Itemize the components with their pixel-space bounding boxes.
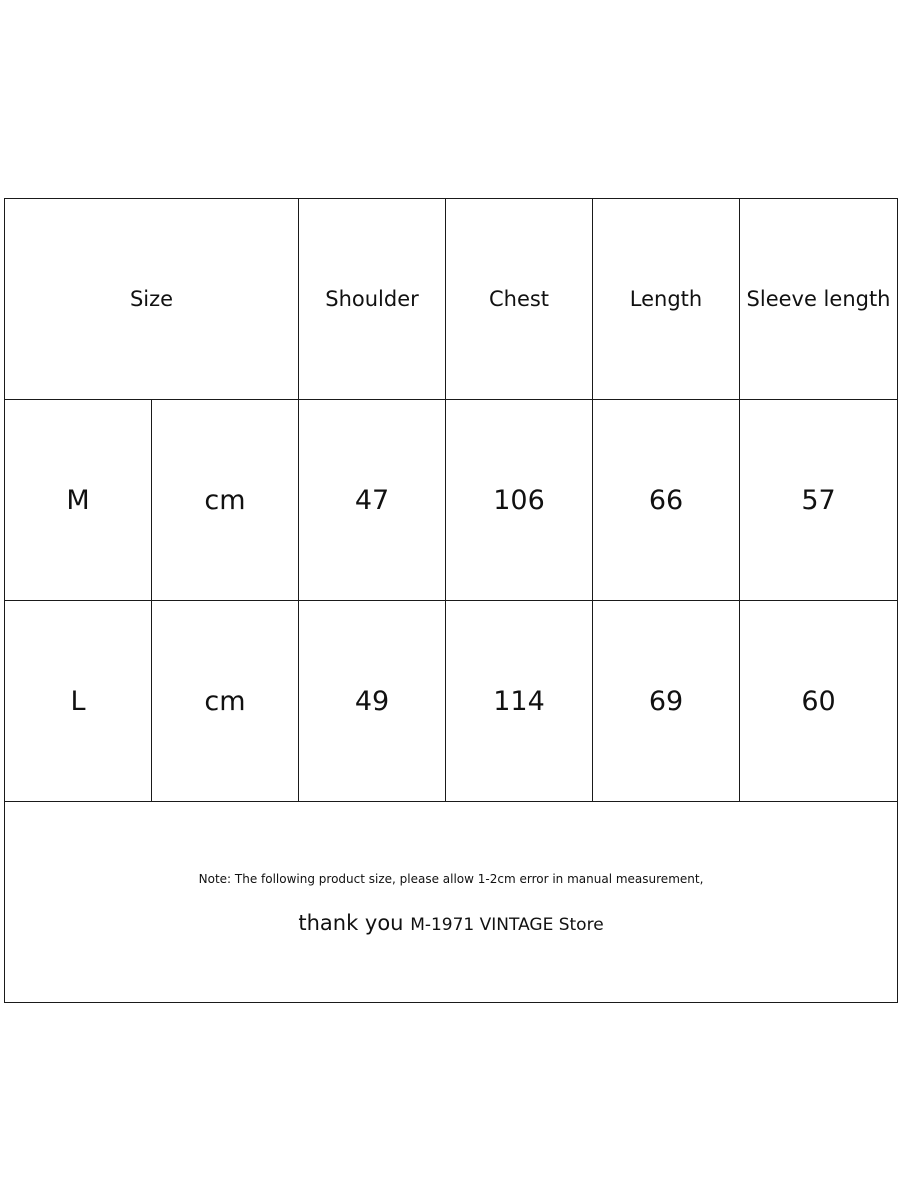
size-chart-table <box>4 198 898 1003</box>
note-line-1: Note: The following product size, please allow 1-2cm error in manual measurement, <box>198 872 704 886</box>
cell-size: L <box>5 601 152 802</box>
table-row <box>5 601 898 802</box>
header-size: Size <box>5 199 299 400</box>
cell-sleeve-length: 60 <box>740 601 898 802</box>
cell-unit: cm <box>152 601 299 802</box>
table-row <box>5 400 898 601</box>
header-chest: Chest <box>446 199 593 400</box>
note-thank-you: thank you <box>298 911 404 935</box>
header-sleeve-length: Sleeve length <box>740 199 898 400</box>
table-header-row <box>5 199 898 400</box>
cell-shoulder: 49 <box>299 601 446 802</box>
cell-unit: cm <box>152 400 299 601</box>
header-shoulder: Shoulder <box>299 199 446 400</box>
cell-chest: 114 <box>446 601 593 802</box>
cell-shoulder: 47 <box>299 400 446 601</box>
note-row <box>5 802 898 1003</box>
cell-size: M <box>5 400 152 601</box>
cell-length: 69 <box>593 601 740 802</box>
store-name: M-1971 VINTAGE Store <box>410 915 604 935</box>
cell-chest: 106 <box>446 400 593 601</box>
cell-sleeve-length: 57 <box>740 400 898 601</box>
header-length: Length <box>593 199 740 400</box>
cell-length: 66 <box>593 400 740 601</box>
note-line-2 <box>5 901 897 947</box>
note-cell <box>5 802 898 1003</box>
